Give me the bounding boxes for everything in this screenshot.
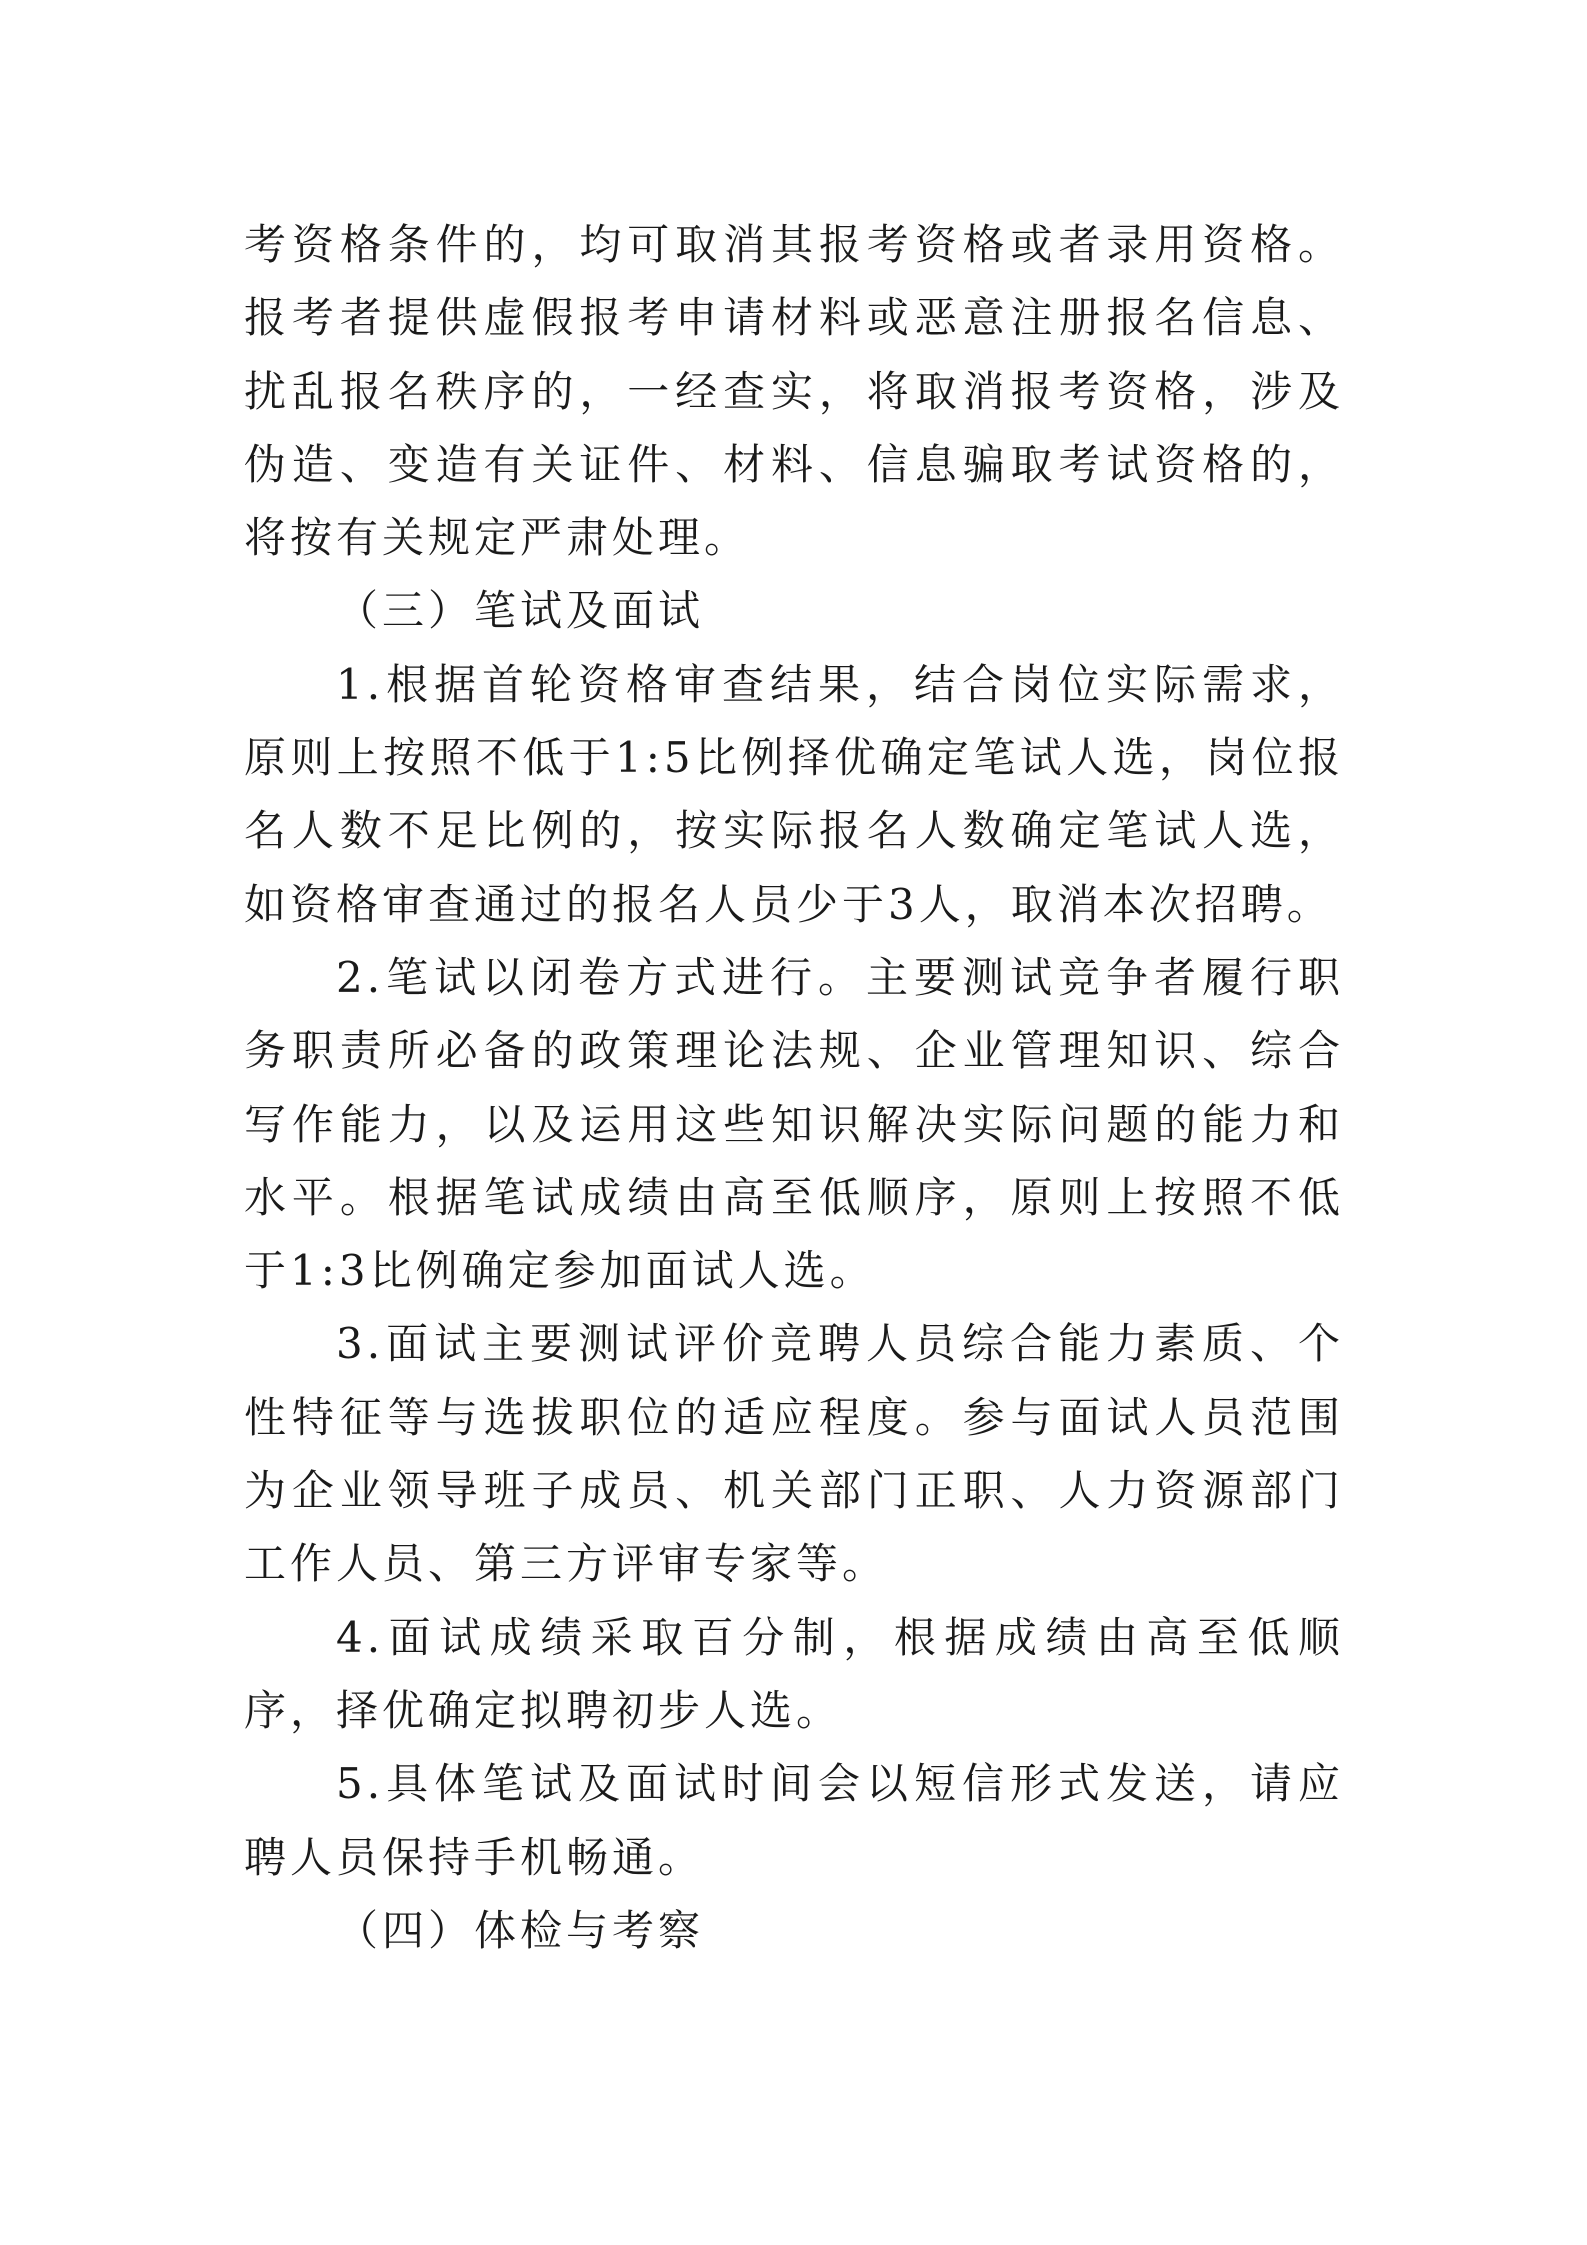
document-body [244,208,1344,1967]
paragraph-continuation: 考资格条件的，均可取消其报考资格或者录用资格。报考者提供虚假报考申请材料或恶意注册报名信息、扰乱报名秩序的，一经查实，将取消报考资格，涉及伪造、变造有关证件、材料、信息骗取考试资格的，将按有关规定严肃处理。 [244,220,1344,563]
list-item-3: 3.面试主要测试评价竞聘人员综合能力素质、个性特征等与选拔职位的适应程度。参与面试人员范围为企业领导班子成员、机关部门正职、人力资源部门工作人员、第三方评审专家等。 [244,1319,1344,1589]
section-heading-4: （四）体检与考察 [336,1905,705,1955]
list-item-2: 2.笔试以闭卷方式进行。主要测试竞争者履行职务职责所必备的政策理论法规、企业管理知识、综合写作能力，以及运用这些知识解决实际问题的能力和水平。根据笔试成绩由高至低顺序，原则上按照不低于1:3比例确定参加面试人选。 [244,952,1344,1296]
list-item-1: 1.根据首轮资格审查结果，结合岗位实际需求，原则上按照不低于1:5比例择优确定笔试人选，岗位报名人数不足比例的，按实际报名人数确定笔试人选，如资格审查通过的报名人员少于3人，取消本次招聘。 [244,659,1344,929]
list-item-5: 5.具体笔试及面试时间会以短信形式发送，请应聘人员保持手机畅通。 [244,1759,1344,1882]
section-heading-3: （三）笔试及面试 [336,586,705,636]
list-item-4: 4.面试成绩采取百分制，根据成绩由高至低顺序，择优确定拟聘初步人选。 [244,1612,1344,1735]
